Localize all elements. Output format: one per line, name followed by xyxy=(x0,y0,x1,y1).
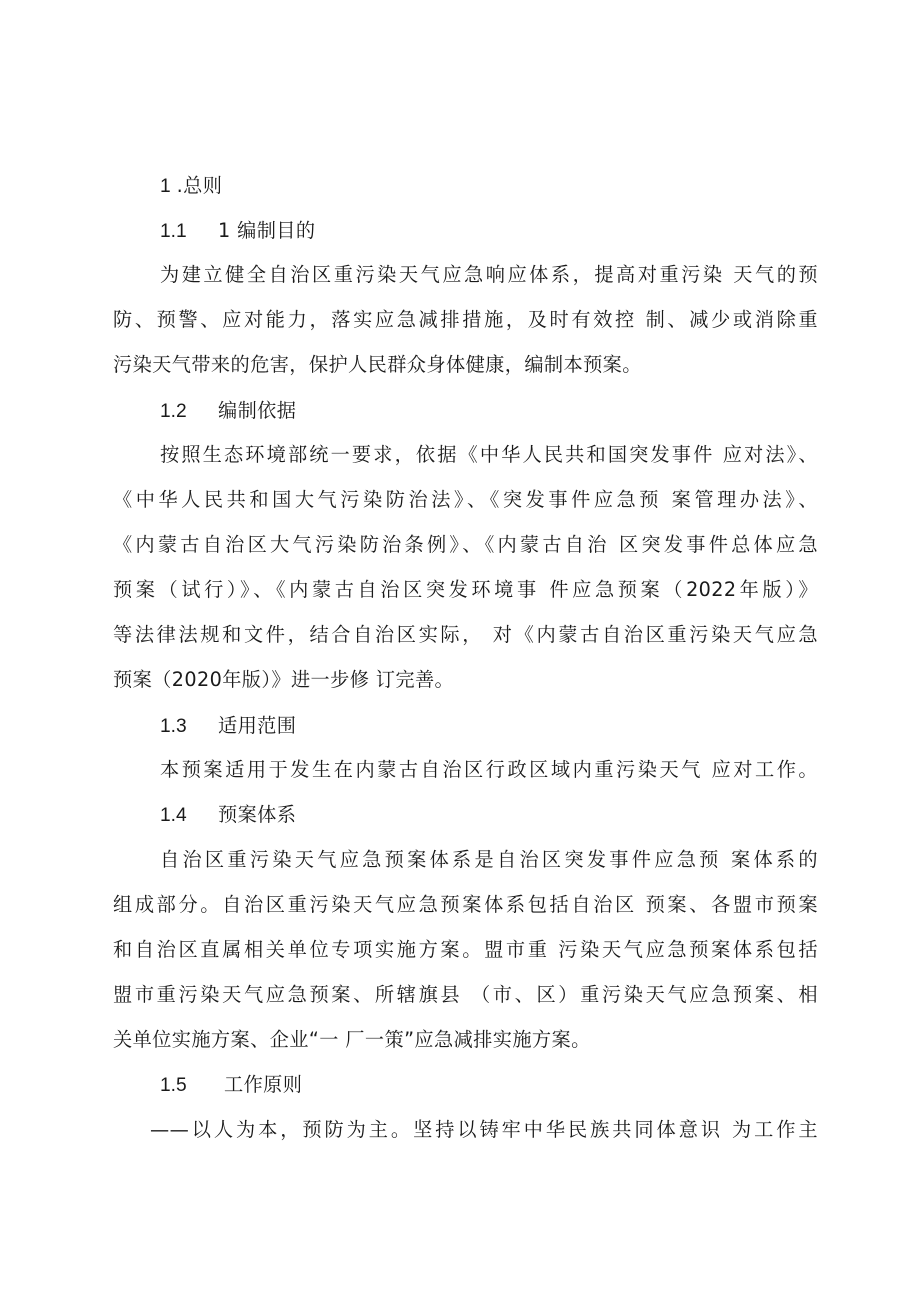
paragraph-line: 组成部分。自治区重污染天气应急预案体系包括自治区 预案、各盟市预案 xyxy=(113,893,818,916)
section-heading-1-3 xyxy=(160,708,818,744)
section-number: 1.5 xyxy=(160,1075,187,1096)
section-heading-1-1 xyxy=(160,213,818,249)
section-title: .总则 xyxy=(176,174,223,197)
paragraph-line: 《中华人民共和国大气污染防治法》、《突发事件应急预 案管理办法》、 xyxy=(113,488,818,511)
paragraph-line: 污染天气带来的危害，保护人民群众身体健康，编制本预案。 xyxy=(113,353,642,376)
section-title: 工作原则 xyxy=(224,1073,303,1096)
paragraph-line: 《内蒙古自治区大气污染防治条例》、《内蒙古自治 区突发事件总体应急 xyxy=(113,533,818,556)
paragraph-line: 本预案适用于发生在内蒙古自治区行政区域内重污染天气 应对工作。 xyxy=(160,758,818,781)
section-number: 1.3 xyxy=(160,716,187,737)
paragraph-line: 自治区重污染天气应急预案体系是自治区突发事件应急预 案体系的 xyxy=(160,848,818,871)
section-title: 适用范围 xyxy=(218,714,297,737)
section-number: 1.1 xyxy=(160,221,187,242)
section-title: 编制依据 xyxy=(218,399,297,422)
section-number: 1 xyxy=(160,176,171,197)
section-number: 1.2 xyxy=(160,401,187,422)
paragraph-line: 和自治区直属相关单位专项实施方案。盟市重 污染天气应急预案体系包括 xyxy=(113,938,818,961)
paragraph-line: 预案（试行）》、《内蒙古自治区突发环境事 件应急预案（2022年版）》 xyxy=(113,578,818,601)
paragraph-line: 预案（2020年版）》进一步修 订完善。 xyxy=(113,668,455,691)
section-number: 1.4 xyxy=(160,805,187,826)
section-heading-1-4 xyxy=(160,797,818,833)
section-heading-1 xyxy=(160,168,818,204)
paragraph-line: 防、预警、应对能力，落实应急减排措施，及时有效控 制、减少或消除重 xyxy=(113,308,818,331)
section-title: 预案体系 xyxy=(218,803,297,826)
section-heading-1-5 xyxy=(160,1067,818,1103)
paragraph-line: 等法律法规和文件，结合自治区实际， 对《内蒙古自治区重污染天气应急 xyxy=(113,623,818,646)
paragraph-line: ——以人为本，预防为主。坚持以铸牢中华民族共同体意识 为工作主 xyxy=(150,1118,818,1141)
paragraph-line: 盟市重污染天气应急预案、所辖旗县 （市、区）重污染天气应急预案、相 xyxy=(113,983,818,1006)
section-heading-1-2 xyxy=(160,393,818,429)
paragraph-line: 为建立健全自治区重污染天气应急响应体系，提高对重污染 天气的预 xyxy=(160,263,818,286)
paragraph-line: 关单位实施方案、企业“一 厂一策”应急减排实施方案。 xyxy=(113,1028,591,1051)
paragraph-line: 按照生态环境部统一要求，依据《中华人民共和国突发事件 应对法》、 xyxy=(160,443,818,466)
section-title: 1 编制目的 xyxy=(218,219,316,242)
